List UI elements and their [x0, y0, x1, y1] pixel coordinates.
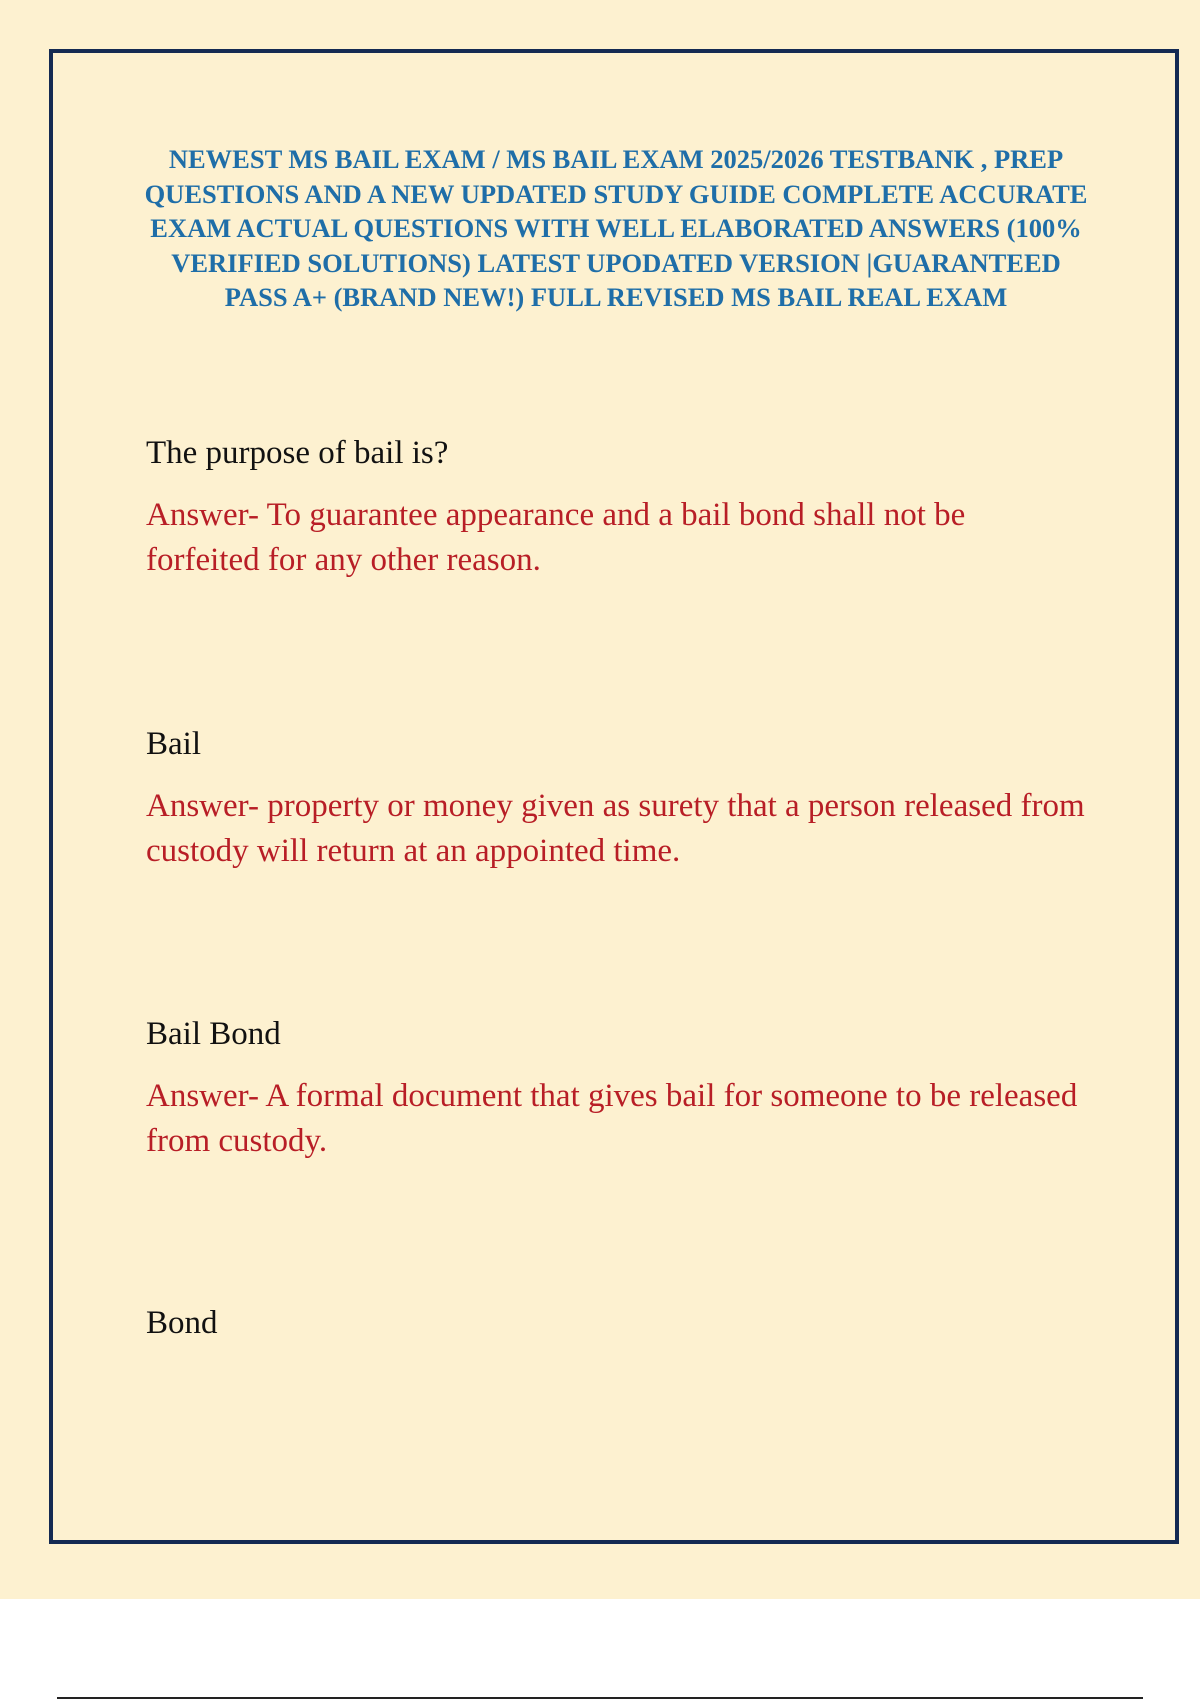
qa-item [146, 1014, 1086, 1164]
question-text: The purpose of bail is? [146, 435, 449, 471]
answer-text: Answer- property or money given as surety that a person released from custody will return at an appointed time. [146, 788, 1085, 869]
footer-divider [57, 1697, 1143, 1699]
document-title: NEWEST MS BAIL EXAM / MS BAIL EXAM 2025/2026 TESTBANK , PREP QUESTIONS AND A NEW UPDATED STUDY GUIDE COMPLETE ACCURATE EXAM ACTUAL QUESTIONS WITH WELL ELABORATED ANSWERS (100% VERIFIED SOLUTIONS) LATEST UPODATED VERSION |GUARANTEED PASS A+ (BRAND NEW!) FULL REVISED MS BAIL REAL EXAM [144, 144, 1088, 312]
qa-item [146, 1303, 1086, 1343]
qa-item [146, 433, 1086, 583]
answer-text: Answer- A formal document that gives bail for someone to be released from custody. [146, 1078, 1078, 1159]
question-text: Bond [146, 1305, 218, 1341]
question-text: Bail [146, 726, 201, 762]
question-text: Bail Bond [146, 1016, 281, 1052]
qa-item [146, 724, 1086, 874]
answer-text: Answer- To guarantee appearance and a bail bond shall not be forfeited for any other reason. [146, 497, 966, 578]
